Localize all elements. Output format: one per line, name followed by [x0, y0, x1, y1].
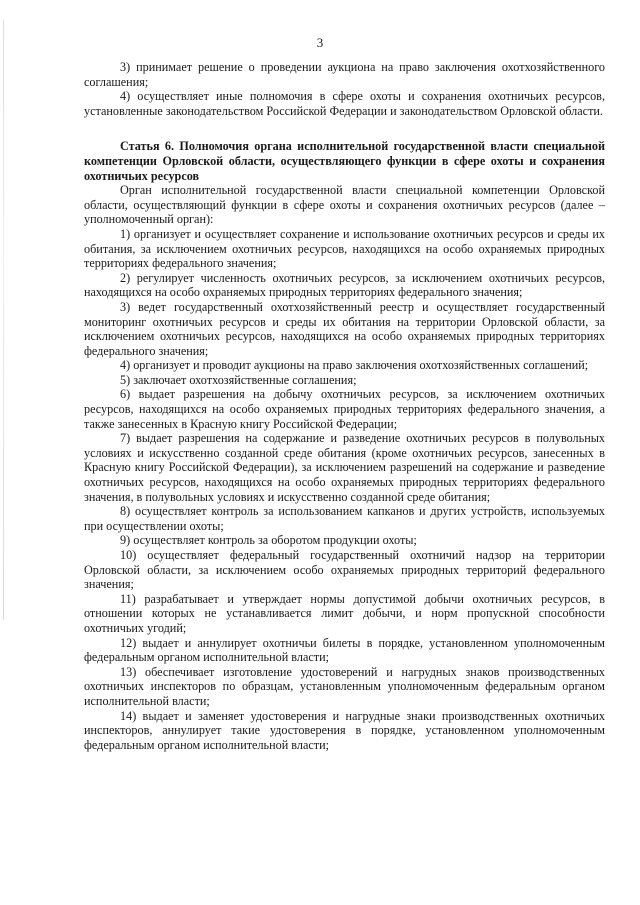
- list-item: 12) выдает и аннулирует охотничьи билеты в порядке, установленном уполномоченным федеральным органом исполнительной власти;: [84, 635, 605, 665]
- list-item: 11) разрабатывает и утверждает нормы допустимой добычи охотничьих ресурсов, в отношении которых не устанавливается лимит добычи, и норм пропускной способности охотничьих угодий;: [84, 591, 605, 635]
- list-item: 3) принимает решение о проведении аукциона на право заключения охотхозяйственного соглашения;: [84, 60, 605, 89]
- list-item: 4) осуществляет иные полномочия в сфере охоты и сохранения охотничьих ресурсов, установленные законодательством Российской Федерации и законодательством Орловской области.: [84, 89, 605, 118]
- list-item: 3) ведет государственный охотхозяйственный реестр и осуществляет государственный мониторинг охотничьих ресурсов и среды их обитания на территории Орловской области, за исключением охотничьих ресурсов, находящихся на особо охраняемых природных территориях федерального значения;: [84, 299, 605, 358]
- article-heading: Статья 6. Полномочия органа исполнительной государственной власти специальной компетенции Орловской области, осуществляющего функции в сфере охоты и сохранения охотничьих ресурсов: [84, 139, 605, 183]
- list-item: 10) осуществляет федеральный государственный охотничий надзор на территории Орловской области, за исключением особо охраняемых природных территорий федерального значения;: [84, 548, 605, 592]
- list-item: 7) выдает разрешения на содержание и разведение охотничьих ресурсов в полувольных условиях и искусственно созданной среде обитания (кроме охотничьих ресурсов, занесенных в Красную книгу Российской Федерации), за исключением разрешений на содержание и разведение охотничьих ресурсов, находящихся на особо охраняемых природных территориях федерального значения, в полувольных условиях и искусственно созданной среде обитания;: [84, 431, 605, 504]
- list-item: 2) регулирует численность охотничьих ресурсов, за исключением охотничьих ресурсов, находящихся на особо охраняемых природных территориях федерального значения;: [84, 270, 605, 300]
- list-item: 1) организует и осуществляет сохранение и использование охотничьих ресурсов и среды их обитания, за исключением охотничьих ресурсов, находящихся на особо охраняемых природных территориях федерального значения;: [84, 226, 605, 271]
- list-item: 5) заключает охотхозяйственные соглашения;: [120, 372, 357, 387]
- document-body: [84, 60, 605, 752]
- list-item: 8) осуществляет контроль за использованием капканов и других устройств, используемых при осуществлении охоты;: [84, 504, 605, 533]
- article-intro: Орган исполнительной государственной власти специальной компетенции Орловской области, осуществляющий функции в сфере охоты и сохранения охотничьих ресурсов (далее – уполномоченный орган):: [84, 183, 605, 227]
- list-item: 9) осуществляет контроль за оборотом продукции охоты;: [120, 533, 417, 548]
- scan-edge-shadow: [3, 20, 4, 620]
- list-item: 14) выдает и заменяет удостоверения и нагрудные знаки производственных охотничьих инспекторов, аннулирует такие удостоверения в порядке, установленном уполномоченным федеральным органом исполнительной власти;: [84, 708, 605, 752]
- page-number: 3: [316, 35, 324, 50]
- list-item: 6) выдает разрешения на добычу охотничьих ресурсов, за исключением охотничьих ресурсов, находящихся на особо охраняемых природных территориях федерального значения, а также занесенных в Красную книгу Российской Федерации;: [84, 387, 605, 431]
- list-item: 13) обеспечивает изготовление удостоверений и нагрудных знаков производственных охотничьих инспекторов по образцам, установленным уполномоченным федеральным органом исполнительной власти;: [84, 664, 605, 708]
- list-item: 4) организует и проводит аукционы на право заключения охотхозяйственных соглашений;: [120, 358, 589, 373]
